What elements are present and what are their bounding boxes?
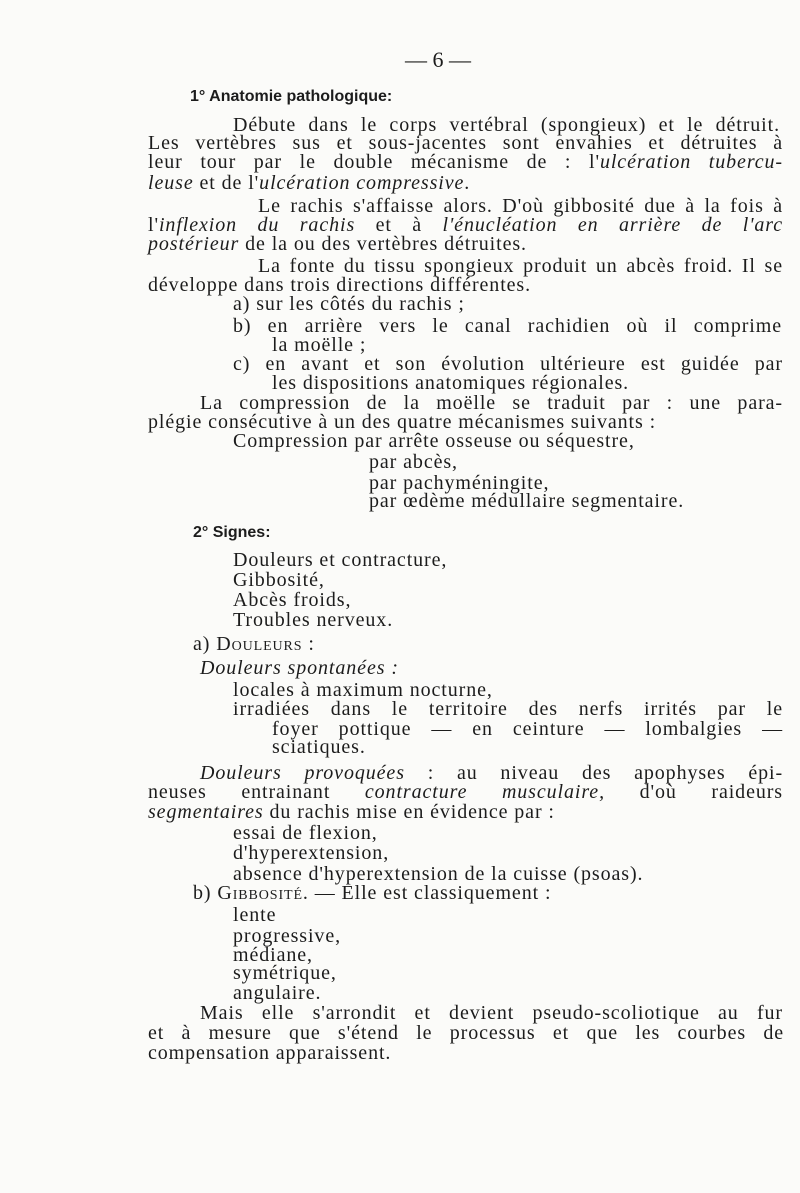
text-run: sciatiques. — [272, 736, 366, 758]
text-run: la moëlle ; — [272, 334, 367, 356]
text-run: leur tour par le double mécanisme de : l' — [148, 151, 600, 173]
italic-run: Douleurs provoquées — [200, 762, 405, 784]
section-heading-signes: 2° Signes: — [193, 524, 271, 541]
s2-line-5 — [200, 658, 399, 678]
s1-line-1 — [148, 133, 783, 153]
text-run: symétrique, — [233, 962, 337, 984]
s2-line-9 — [272, 737, 366, 757]
text-run: développe dans trois directions différentes. — [148, 274, 532, 296]
s2-line-15 — [233, 864, 643, 884]
s1-line-8 — [148, 275, 531, 295]
text-run: neuses entrainant — [148, 781, 365, 803]
s2-line-14 — [233, 843, 389, 863]
text-run: par pachyméningite, — [369, 472, 550, 494]
text-run: a) sur les côtés du rachis ; — [233, 293, 465, 315]
text-run: l' — [148, 214, 159, 236]
s1-line-2 — [148, 152, 783, 172]
page-number: — 6 — — [405, 47, 471, 72]
s2-line-10 — [200, 763, 783, 783]
text-run: Les vertèbres sus et sous-jacentes sont envahies et détruites à — [148, 132, 783, 154]
text-run: Gibbosité, — [233, 569, 325, 591]
s1-line-7 — [258, 256, 783, 276]
s2-line-18 — [233, 926, 341, 946]
text-run: compensation apparaissent. — [148, 1042, 392, 1064]
italic-run: Douleurs spontanées : — [200, 657, 399, 679]
text-run: progressive, — [233, 925, 341, 947]
text-run: b) — [193, 882, 218, 904]
s2-line-3 — [233, 610, 393, 630]
s1-line-15 — [148, 412, 656, 432]
text-run: c) en avant et son évolution ultérieure est guidée par — [233, 353, 783, 375]
section-heading-anatomie: 1° Anatomie pathologique: — [190, 88, 393, 105]
italic-run: postérieur — [148, 233, 240, 255]
s2-line-2 — [233, 590, 351, 610]
text-run: lente — [233, 904, 277, 926]
s2-line-21 — [233, 983, 321, 1003]
s2-line-17 — [233, 905, 276, 925]
text-run: et de l' — [193, 172, 260, 194]
text-run: b) en arrière vers le canal rachidien où il comprime — [233, 315, 782, 337]
s2-line-1 — [233, 570, 325, 590]
s1-line-14 — [200, 393, 783, 413]
s1-line-19 — [369, 491, 684, 511]
text-run: d'hyperextension, — [233, 842, 390, 864]
text-run: de la ou des vertèbres détruites. — [239, 233, 527, 255]
italic-run: segmentaires — [148, 801, 264, 823]
text-run: La compression de la moëlle se traduit par : une para- — [200, 392, 783, 414]
s1-line-13 — [272, 373, 629, 393]
text-run: a) — [193, 633, 217, 655]
text-run: irradiées dans le territoire des nerfs irrités par le — [233, 698, 783, 720]
italic-run: ulcération compressive — [259, 172, 465, 194]
small-caps-run: Douleurs — [216, 633, 303, 655]
text-run: Compression par arrête osseuse ou séquestre, — [233, 430, 635, 452]
s1-line-16 — [233, 431, 635, 451]
s2-line-12 — [148, 802, 555, 822]
s2-line-4 — [193, 634, 315, 654]
s1-line-10 — [233, 316, 782, 336]
text-run: du rachis mise en évidence par : — [263, 801, 555, 823]
s1-line-4 — [258, 196, 783, 216]
text-run: foyer pottique — en ceinture — lombalgies — — [272, 718, 783, 740]
s2-line-0 — [233, 550, 447, 570]
text-run: . — Elle est classiquement : — [302, 882, 552, 904]
text-run: Douleurs et contracture, — [233, 549, 448, 571]
text-run: et à mesure que s'étend le processus et que les courbes de — [148, 1022, 784, 1044]
text-run: Abcès froids, — [233, 589, 352, 611]
text-run: Mais elle s'arrondit et devient pseudo-scoliotique au fur — [200, 1002, 783, 1024]
text-run: essai de flexion, — [233, 822, 378, 844]
s1-line-6 — [148, 234, 527, 254]
italic-run: contracture musculaire, — [364, 781, 605, 803]
text-run: Troubles nerveux. — [233, 609, 394, 631]
s1-line-11 — [272, 335, 366, 355]
s2-line-7 — [233, 699, 783, 719]
s1-line-17 — [369, 452, 458, 472]
text-run: : au niveau des apophyses épi- — [404, 762, 784, 784]
s2-line-22 — [200, 1003, 783, 1023]
text-run: par œdème médullaire segmentaire. — [369, 490, 685, 512]
text-run: . — [464, 172, 471, 194]
text-run: et à — [355, 214, 443, 236]
italic-run: inflexion du rachis — [158, 214, 356, 236]
s2-line-13 — [233, 823, 378, 843]
text-run: médiane, — [233, 944, 313, 966]
text-run: absence d'hyperextension de la cuisse (psoas). — [233, 863, 644, 885]
text-run: les dispositions anatomiques régionales. — [272, 372, 630, 394]
text-run: La fonte du tissu spongieux produit un abcès froid. Il se — [258, 255, 783, 277]
text-run: d'où raideurs — [604, 781, 783, 803]
italic-run: ulcération tubercu- — [599, 151, 783, 173]
text-run: Le rachis s'affaisse alors. D'où gibbosité due à la fois à — [258, 195, 783, 217]
italic-run: leuse — [148, 172, 194, 194]
s1-line-3 — [148, 173, 470, 193]
s1-line-12 — [233, 354, 783, 374]
s2-line-24 — [148, 1043, 391, 1063]
text-run: par abcès, — [369, 451, 458, 473]
text-run: plégie consécutive à un des quatre mécanismes suivants : — [148, 411, 657, 433]
s2-line-23 — [148, 1023, 784, 1043]
s2-line-20 — [233, 963, 337, 983]
s2-line-11 — [148, 782, 783, 802]
s1-line-9 — [233, 294, 465, 314]
small-caps-run: Gibbosité — [217, 882, 303, 904]
text-run: angulaire. — [233, 982, 322, 1004]
text-run: Débute dans le corps vertébral (spongieux) et le détruit. — [233, 114, 780, 136]
s1-line-5 — [148, 215, 783, 235]
text-run: locales à maximum nocturne, — [233, 679, 493, 701]
italic-run: l'énucléation en arrière de l'arc — [442, 214, 783, 236]
s2-line-16 — [193, 883, 551, 903]
text-run: : — [302, 633, 315, 655]
s2-line-6 — [233, 680, 493, 700]
